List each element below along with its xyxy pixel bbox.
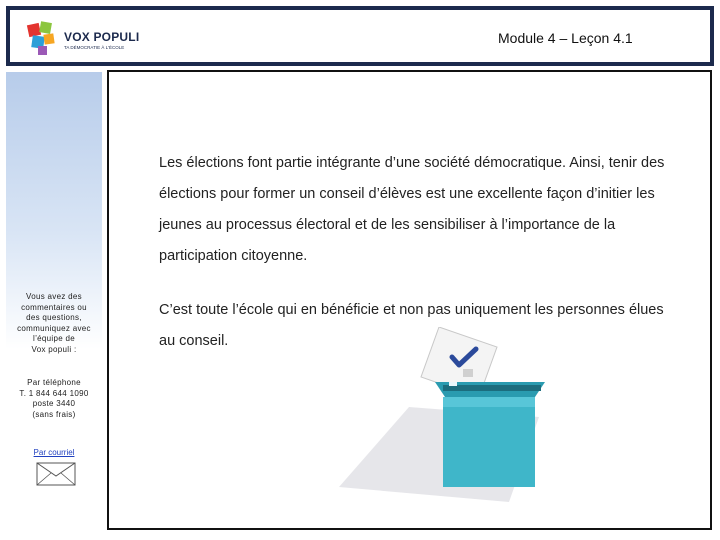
phone-line: (sans frais) — [32, 409, 76, 419]
vox-populi-logo — [24, 18, 140, 62]
ballot-box-illustration — [339, 327, 579, 502]
header-bar — [6, 6, 714, 66]
phone-line: Par téléphone — [27, 378, 81, 387]
feedback-line: Vox populi : — [31, 344, 77, 354]
phone-text — [12, 378, 96, 420]
paragraph-school: C’est toute l’école qui en bénéficie et non pas uniquement les personnes élues au conseil. — [159, 302, 664, 349]
feedback-line: des questions, — [26, 313, 82, 322]
feedback-text — [12, 292, 96, 355]
email-link[interactable]: Par courriel — [33, 448, 75, 457]
header-inner — [10, 10, 710, 62]
paragraph-elections: Les élections font partie intégrante d’une société démocratique. Ainsi, tenir des élections pour former un conseil d’élèves est une excellente façon d’initier les jeunes au processus électoral et de les sensibiliser à l’importance de la participation citoyenne. — [159, 155, 665, 264]
logo-text: VOX POPULI — [64, 30, 140, 44]
envelope-icon[interactable] — [36, 462, 76, 486]
feedback-line: commentaires ou — [21, 302, 87, 312]
feedback-line: communiquez avec — [17, 323, 91, 333]
phone-line: poste 3440 — [32, 399, 76, 408]
logo-hands-icon — [24, 18, 64, 62]
feedback-line: Vous avez des — [26, 292, 82, 301]
feedback-line: l’équipe de — [33, 334, 75, 343]
module-title: Module 4 – Leçon 4.1 — [498, 30, 633, 46]
logo-subtitle: TA DÉMOCRATIE À L'ÉCOLE — [64, 45, 125, 50]
content-panel — [107, 70, 712, 530]
phone-line: T. 1 844 644 1090 — [19, 388, 89, 398]
